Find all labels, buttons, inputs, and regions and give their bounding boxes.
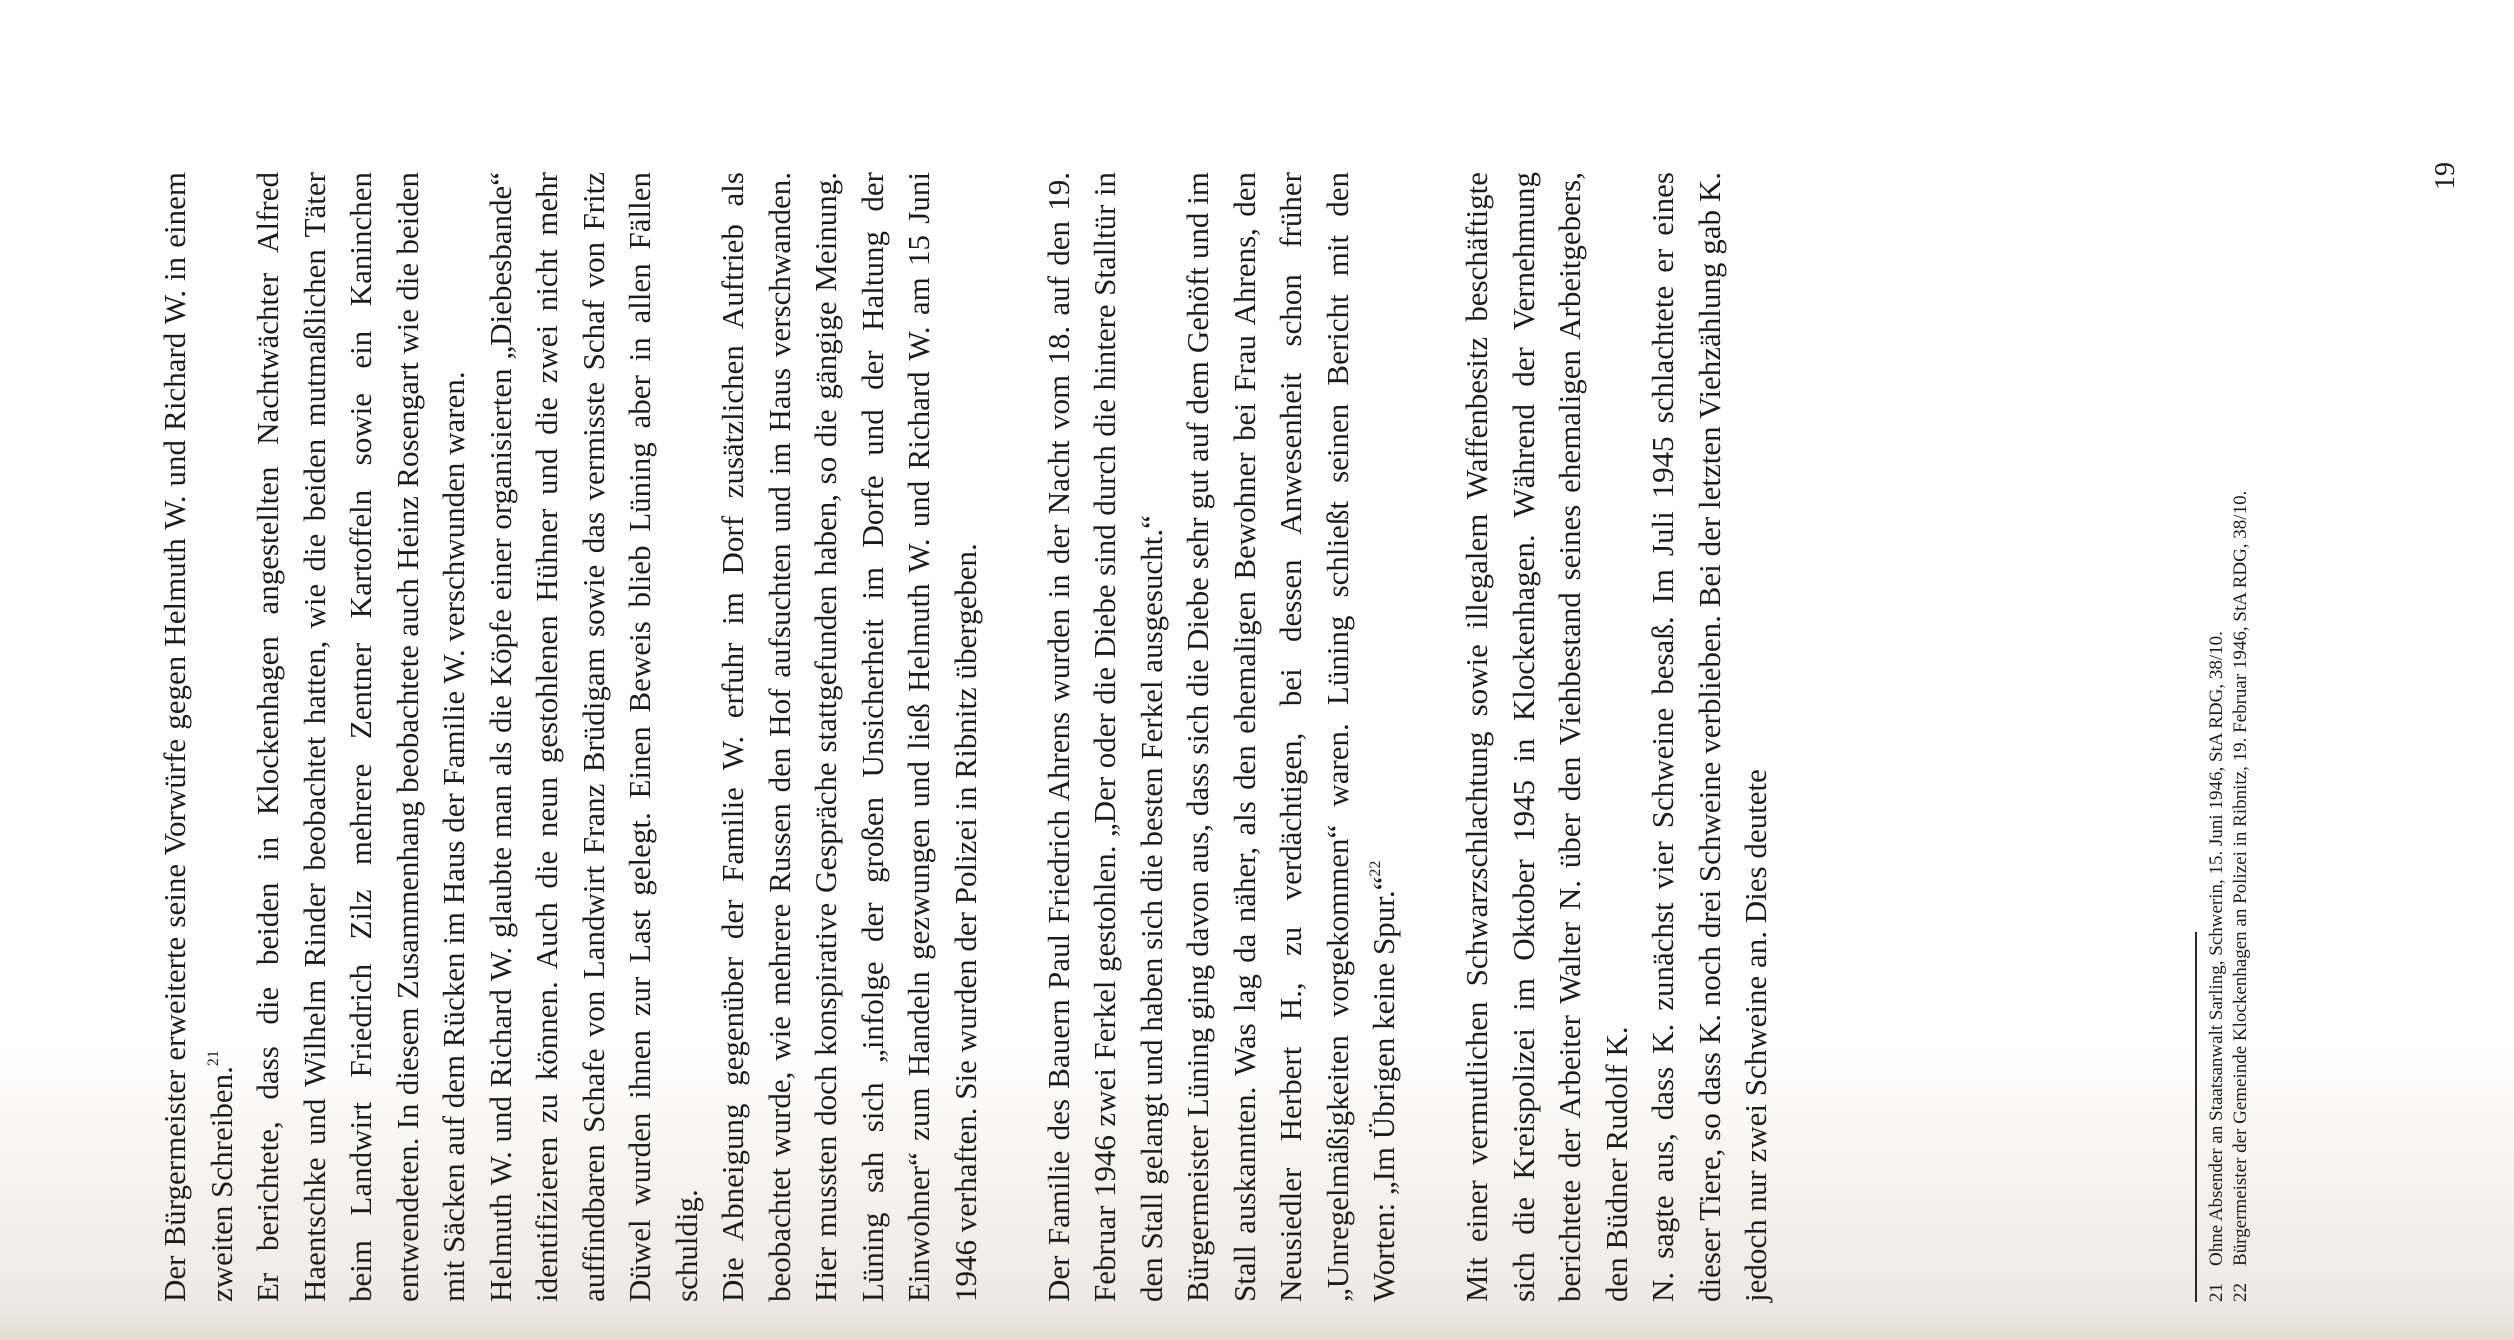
footnote-marker: 22 [1367, 860, 1384, 877]
paragraph-text: Die Abneigung gegenüber der Familie W. erfuhr im Dorf zusätzlichen Auftrieb als beobachtet wurde, wie mehrere Russen den Hof aufsuchten und im Haus verschwanden. Hier mussten doch konspirative Gespräche stattgefunden haben, so die gängige Meinung. Lüning sah sich „infolge der großen Unsicherheit im Dorfe und der Haltung der Einwohner“ zum Handeln gezwungen und ließ Helmuth W. und Richard W. am 15 Juni 1946 verhaften. Sie wurden der Polizei in Ribnitz übergeben. [715, 172, 983, 1302]
paragraph [1454, 172, 1640, 1302]
paragraph [478, 172, 711, 1302]
page-number: 19 [2430, 162, 2461, 190]
paragraph [1175, 172, 1408, 1302]
footnote-number: 21 [2206, 1283, 2227, 1302]
footnote-text: Bürgermeister der Gemeinde Klockenhagen an Polizei in Ribnitz, 19. Februar 1946, StA RDG, 38/10. [2230, 490, 2251, 1266]
footnote [2205, 302, 2229, 1302]
paragraph-text: Bürgermeister Lüning ging davon aus, dass sich die Diebe sehr gut auf dem Gehöft und im Stall auskannten. Was lag da näher, als den ehemaligen Bewohner bei Frau Ahrens, den Neusiedler Herbert H., zu verdächtigen, bei dessen Anwesenheit schon früher „Unregelmäßigkeiten vorgekommen“ waren. Lüning schließt seinen Bericht mit den Worten: „Im Übrigen keine Spur.“ [1180, 172, 1401, 1302]
paragraph [245, 172, 478, 1302]
paragraph-text: Helmuth W. und Richard W. glaubte man als die Köpfe einer organisierten „Diebesbande“ identifizieren zu können. Auch die neun gestohlenen Hühner und die zwei nicht mehr auffindbaren Schafe von Landwirt Franz Brüdigam sowie das vermisste Schaf von Fritz Düwel wurden ihnen zur Last gelegt. Einen Beweis blieb Lüning aber in allen Fällen schuldig. [482, 172, 704, 1302]
paragraph [1036, 172, 1176, 1302]
paragraph-text: N. sagte aus, dass K. zunächst vier Schweine besaß. Im Juli 1945 schlachtete er eines dieser Tiere, so dass K. noch drei Schweine verblieben. Bei der letzten Viehzählung gab K. jedoch nur zwei Schweine an. Dies deutete [1645, 172, 1773, 1302]
footnote-number: 22 [2230, 1283, 2251, 1302]
footnote-text: Ohne Absender an Staatsanwalt Sarling, Schwerin, 15. Juni 1946, StA RDG, 38/10. [2206, 631, 2227, 1266]
paragraph-text: Er berichtete, dass die beiden in Klockenhagen angestellten Nachtwächter Alfred Haentschke und Wilhelm Rinder beobachtet hatten, wie die beiden mutmaßlichen Täter beim Landwirt Friedrich Zilz mehrere Zentner Kartoffeln sowie ein Kaninchen entwendeten. In diesem Zusammenhang beobachtete auch Heinz Rosengart wie die beiden mit Säcken auf dem Rücken im Haus der Familie W. verschwunden waren. [250, 172, 471, 1302]
footnote-divider [2195, 932, 2197, 1302]
body-text [152, 172, 1780, 1302]
paragraph-text: Der Familie des Bauern Paul Friedrich Ahrens wurden in der Nacht vom 18. auf den 19. Februar 1946 zwei Ferkel gestohlen. „Der oder die Diebe sind durch die hintere Stalltür in den Stall gelangt und haben sich die besten Ferkel ausgesucht.“ [1040, 172, 1169, 1302]
footnote-marker: 21 [204, 1050, 222, 1067]
paragraph [1640, 172, 1780, 1302]
footnotes [2205, 302, 2253, 1302]
paragraph [152, 172, 245, 1302]
paragraph-text: Der Bürgermeister erweiterte seine Vorwürfe gegen Helmuth W. und Richard W. in einem zweiten Schreiben. [157, 172, 239, 1302]
paragraph-text: Mit einer vermutlichen Schwarzschlachtung sowie illegalem Waffenbesitz beschäftigte sich die Kreispolizei im Oktober 1945 in Klockenhagen. Während der Vernehmung berichtete der Arbeiter Walter N. über den Viehbestand seines ehemaligen Arbeitgebers, den Büdner Rudolf K. [1459, 172, 1634, 1302]
paragraph [710, 172, 989, 1302]
footnote [2229, 302, 2253, 1302]
